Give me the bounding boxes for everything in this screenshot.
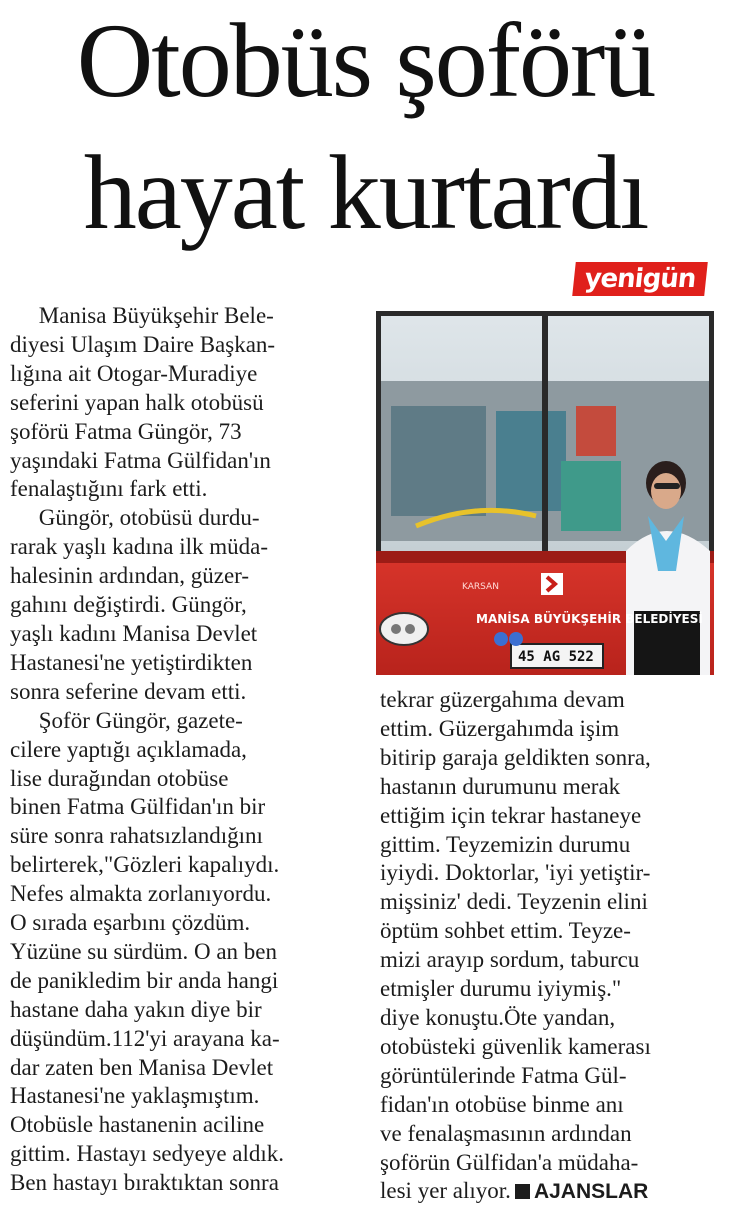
article-line: süre sonra rahatsızlandığını <box>10 823 263 849</box>
article-line: gittim. Teyzemizin durumu <box>380 831 631 857</box>
newspaper-logo: yenigün <box>572 262 708 296</box>
article-last-line <box>380 1177 725 1207</box>
article-line: otobüsteki güvenlik kamerası <box>380 1033 651 1059</box>
article-line: fidan'ın otobüse binme anı <box>380 1091 624 1117</box>
article-line: rarak yaşlı kadına ilk müda- <box>10 534 269 560</box>
article-column-right <box>380 686 725 1207</box>
article-line: öptüm sohbet ettim. Teyze- <box>380 918 631 944</box>
article-line: mizi arayıp sordum, taburcu <box>380 947 640 973</box>
article-line: belirterek,"Gözleri kapalıydı. <box>10 852 280 878</box>
article-line: tekrar güzergahıma devam <box>380 687 625 712</box>
article-line: seferini yapan halk otobüsü <box>10 389 264 415</box>
article-line: ettim. Güzergahımda işim <box>380 715 620 741</box>
article-line: fenalaştığını fark etti. <box>10 476 208 502</box>
article-line: bitirip garaja geldikten sonra, <box>380 744 651 770</box>
article-line: şoförün Gülfidan'a müdaha- <box>380 1149 639 1175</box>
article-line: Otobüsle hastanenin aciline <box>10 1112 265 1138</box>
article-line: Nefes almakta zorlanıyordu. <box>10 881 272 907</box>
article-line: cilere yaptığı açıklamada, <box>10 736 247 762</box>
article-line: diyesi Ulaşım Daire Başkan- <box>10 331 276 357</box>
license-plate: 45 AG 522 <box>518 649 594 665</box>
article-line: sonra seferine devam etti. <box>10 678 247 704</box>
article-line: ettiğim için tekrar hastaneye <box>380 802 642 828</box>
article-line: lesi yer alıyor. <box>380 1178 511 1204</box>
article-line: gittim. Hastayı sedyeye aldık. <box>10 1141 285 1167</box>
square-bullet-icon <box>515 1184 530 1199</box>
article-line: hastane daha yakın diye bir <box>10 996 262 1022</box>
article-line: Hastanesi'ne yaklaşmıştım. <box>10 1083 260 1109</box>
headline-line-2: hayat kurtardı <box>83 134 648 251</box>
article-line: Ben hastayı bıraktıktan sonra <box>10 1170 279 1196</box>
article-line: şoförü Fatma Güngör, 73 <box>10 418 242 444</box>
article-line: dar zaten ben Manisa Devlet <box>10 1054 274 1080</box>
article-line: diye konuştu.Öte yandan, <box>380 1004 616 1030</box>
article-line: O sırada eşarbını çözdüm. <box>10 910 251 936</box>
article-line: görüntülerinde Fatma Gül- <box>380 1062 627 1088</box>
bus-brand-text: KARSAN <box>462 582 499 592</box>
article-line: yaşlı kadını Manisa Devlet <box>10 620 258 646</box>
article-line: düşündüm.112'yi arayana ka- <box>10 1025 280 1051</box>
article-line: iyiydi. Doktorlar, 'iyi yetiştir- <box>380 860 651 886</box>
article-line: Manisa Büyükşehir Bele- <box>10 303 274 328</box>
article-line: ve fenalaşmasının ardından <box>380 1120 632 1146</box>
article-line: etmişler durumu iyiymiş." <box>380 976 622 1002</box>
article-line: Şoför Güngör, gazete- <box>10 707 243 733</box>
article-line: halesinin ardından, güzer- <box>10 563 250 589</box>
headline-line-1: Otobüs şoförü <box>76 2 655 119</box>
article-line: de panikledim bir anda hangi <box>10 967 279 993</box>
bus-side-text: MANİSA BÜYÜKŞEHİR BELEDİYESİ <box>476 612 703 626</box>
article-line: Güngör, otobüsü durdu- <box>10 505 260 531</box>
article-line: gahını değiştirdi. Güngör, <box>10 592 247 618</box>
article-line: mişsiniz' dedi. Teyzenin elini <box>380 889 648 915</box>
article-line: Yüzüne su sürdüm. O an ben <box>10 938 278 964</box>
article-line: lise durağından otobüse <box>10 765 229 791</box>
article-photo <box>376 311 714 675</box>
article-line: hastanın durumunu merak <box>380 773 621 799</box>
article-column-left <box>10 302 366 1198</box>
article-line: binen Fatma Gülfidan'ın bir <box>10 794 266 820</box>
agency-byline: AJANSLAR <box>533 1180 649 1204</box>
article-line: yaşındaki Fatma Gülfidan'ın <box>10 447 271 473</box>
article-line: Hastanesi'ne yetiştirdikten <box>10 649 253 675</box>
article-line: lığına ait Otogar-Muradiye <box>10 360 258 386</box>
